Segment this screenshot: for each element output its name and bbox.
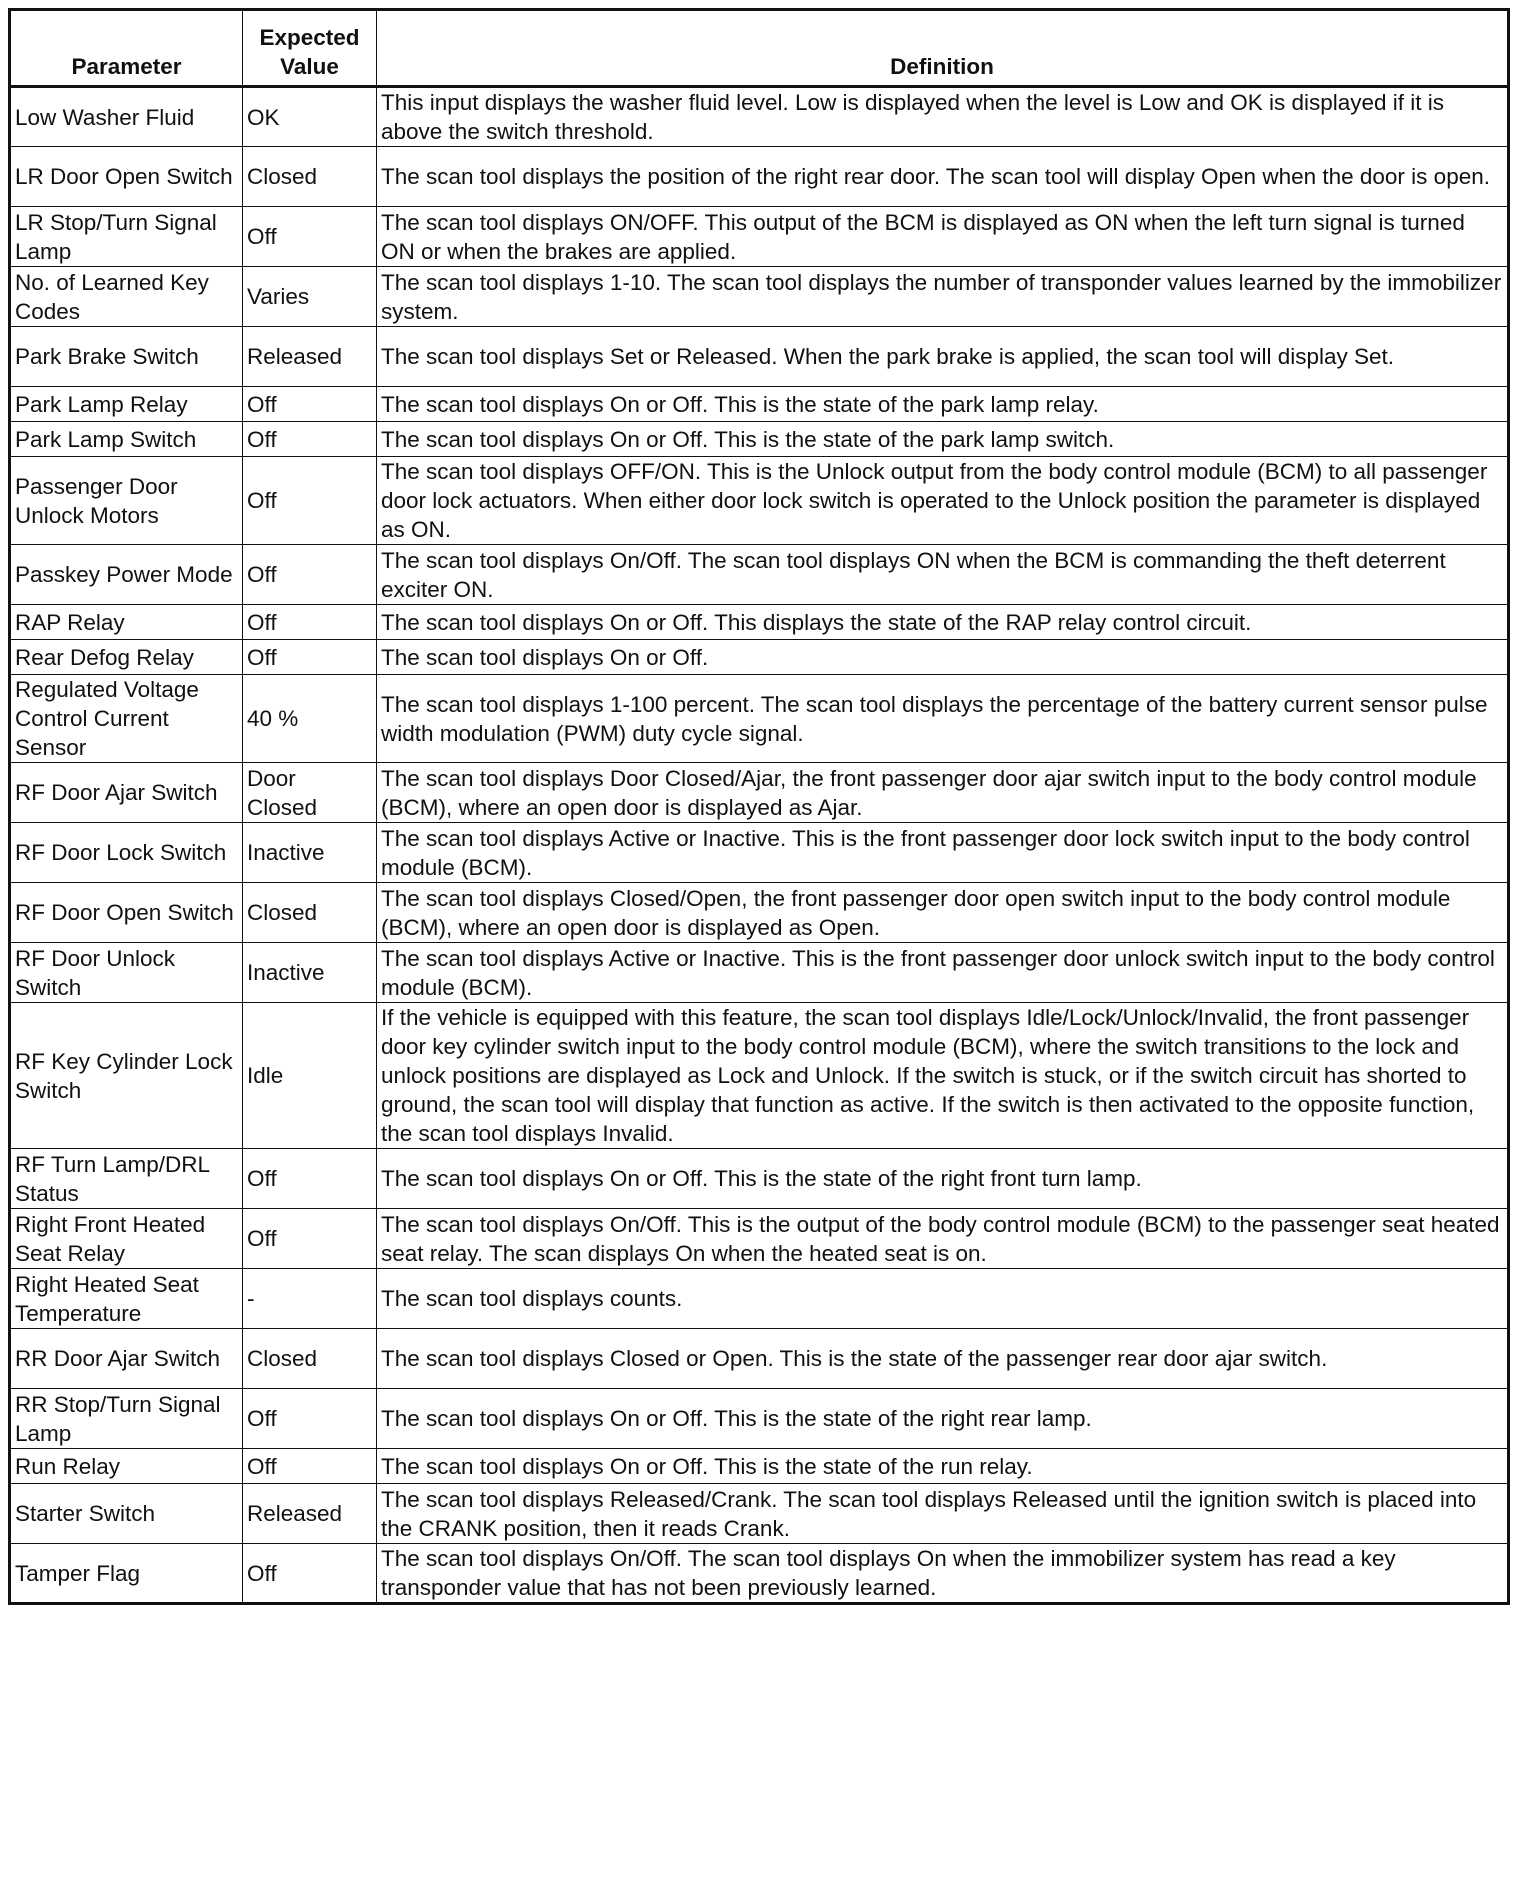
parameter-cell: RF Key Cylinder Lock Switch: [10, 1003, 243, 1149]
table-row: [10, 823, 1509, 883]
definition-cell: The scan tool displays Closed or Open. This is the state of the passenger rear door ajar switch.: [377, 1329, 1509, 1389]
header-parameter: Parameter: [10, 10, 243, 87]
expected-value-cell: Off: [243, 605, 377, 640]
expected-value-cell: Closed: [243, 147, 377, 207]
definition-cell: The scan tool displays On or Off. This displays the state of the RAP relay control circuit.: [377, 605, 1509, 640]
parameter-cell: Park Lamp Relay: [10, 387, 243, 422]
table-row: [10, 675, 1509, 763]
expected-value-cell: Off: [243, 422, 377, 457]
definition-cell: The scan tool displays On or Off. This is the state of the right rear lamp.: [377, 1389, 1509, 1449]
expected-value-cell: Varies: [243, 267, 377, 327]
definition-cell: The scan tool displays On/Off. The scan tool displays On when the immobilizer system has read a key transponder value that has not been previously learned.: [377, 1544, 1509, 1604]
definition-cell: The scan tool displays 1-100 percent. The scan tool displays the percentage of the battery current sensor pulse width modulation (PWM) duty cycle signal.: [377, 675, 1509, 763]
table-body: [10, 87, 1509, 1604]
expected-value-cell: OK: [243, 87, 377, 147]
definition-cell: The scan tool displays On or Off. This is the state of the park lamp relay.: [377, 387, 1509, 422]
table-row: [10, 943, 1509, 1003]
parameter-cell: Low Washer Fluid: [10, 87, 243, 147]
parameter-cell: RR Stop/Turn Signal Lamp: [10, 1389, 243, 1449]
parameter-cell: No. of Learned Key Codes: [10, 267, 243, 327]
parameter-cell: Passkey Power Mode: [10, 545, 243, 605]
definition-cell: The scan tool displays On or Off.: [377, 640, 1509, 675]
parameter-table: [8, 8, 1510, 1605]
expected-value-cell: Off: [243, 1209, 377, 1269]
definition-cell: The scan tool displays ON/OFF. This output of the BCM is displayed as ON when the left turn signal is turned ON or when the brakes are applied.: [377, 207, 1509, 267]
table-row: [10, 457, 1509, 545]
expected-value-cell: Released: [243, 327, 377, 387]
definition-cell: The scan tool displays On/Off. The scan tool displays ON when the BCM is commanding the theft deterrent exciter ON.: [377, 545, 1509, 605]
parameter-cell: Rear Defog Relay: [10, 640, 243, 675]
definition-cell: The scan tool displays counts.: [377, 1269, 1509, 1329]
table-row: [10, 883, 1509, 943]
definition-cell: If the vehicle is equipped with this feature, the scan tool displays Idle/Lock/Unlock/Invalid, the front passenger door key cylinder switch input to the body control module (BCM), where the switch transitions to the lock and unlock positions are displayed as Lock and Unlock. If the switch is stuck, or if the switch circuit has shorted to ground, the scan tool will display that function as active. If the switch is then activated to the opposite function, the scan tool displays Invalid.: [377, 1003, 1509, 1149]
definition-cell: The scan tool displays On or Off. This is the state of the right front turn lamp.: [377, 1149, 1509, 1209]
table-row: [10, 545, 1509, 605]
table-row: [10, 422, 1509, 457]
table-row: [10, 147, 1509, 207]
definition-cell: The scan tool displays 1-10. The scan tool displays the number of transponder values learned by the immobilizer system.: [377, 267, 1509, 327]
parameter-cell: Passenger Door Unlock Motors: [10, 457, 243, 545]
parameter-cell: Run Relay: [10, 1449, 243, 1484]
table-row: [10, 87, 1509, 147]
definition-cell: The scan tool displays On/Off. This is the output of the body control module (BCM) to the passenger seat heated seat relay. The scan displays On when the heated seat is on.: [377, 1209, 1509, 1269]
table-row: [10, 1329, 1509, 1389]
expected-value-cell: Closed: [243, 1329, 377, 1389]
header-row: [10, 10, 1509, 87]
expected-value-cell: Off: [243, 457, 377, 545]
parameter-cell: RF Door Unlock Switch: [10, 943, 243, 1003]
parameter-cell: Right Heated Seat Temperature: [10, 1269, 243, 1329]
table-row: [10, 605, 1509, 640]
parameter-cell: Regulated Voltage Control Current Sensor: [10, 675, 243, 763]
expected-value-cell: Off: [243, 545, 377, 605]
expected-value-cell: Idle: [243, 1003, 377, 1149]
table-row: [10, 763, 1509, 823]
definition-cell: The scan tool displays Closed/Open, the front passenger door open switch input to the body control module (BCM), where an open door is displayed as Open.: [377, 883, 1509, 943]
parameter-cell: RAP Relay: [10, 605, 243, 640]
table-row: [10, 327, 1509, 387]
table-row: [10, 1449, 1509, 1484]
expected-value-cell: Off: [243, 640, 377, 675]
parameter-cell: RF Door Lock Switch: [10, 823, 243, 883]
expected-value-cell: Door Closed: [243, 763, 377, 823]
parameter-cell: LR Door Open Switch: [10, 147, 243, 207]
expected-value-cell: 40 %: [243, 675, 377, 763]
parameter-cell: Park Lamp Switch: [10, 422, 243, 457]
expected-value-cell: Off: [243, 1149, 377, 1209]
expected-value-cell: Off: [243, 1449, 377, 1484]
expected-value-cell: Off: [243, 207, 377, 267]
definition-cell: The scan tool displays the position of the right rear door. The scan tool will display Open when the door is open.: [377, 147, 1509, 207]
table-row: [10, 1544, 1509, 1604]
definition-cell: This input displays the washer fluid level. Low is displayed when the level is Low and OK is displayed if it is above the switch threshold.: [377, 87, 1509, 147]
parameter-cell: Park Brake Switch: [10, 327, 243, 387]
parameter-cell: Starter Switch: [10, 1484, 243, 1544]
table-row: [10, 1484, 1509, 1544]
table-row: [10, 267, 1509, 327]
definition-cell: The scan tool displays Released/Crank. The scan tool displays Released until the ignition switch is placed into the CRANK position, then it reads Crank.: [377, 1484, 1509, 1544]
expected-value-cell: -: [243, 1269, 377, 1329]
header-definition: Definition: [377, 10, 1509, 87]
expected-value-cell: Off: [243, 387, 377, 422]
definition-cell: The scan tool displays On or Off. This is the state of the run relay.: [377, 1449, 1509, 1484]
definition-cell: The scan tool displays Active or Inactive. This is the front passenger door lock switch input to the body control module (BCM).: [377, 823, 1509, 883]
table-row: [10, 1269, 1509, 1329]
table-row: [10, 1149, 1509, 1209]
expected-value-cell: Released: [243, 1484, 377, 1544]
header-expected-value: Expected Value: [243, 10, 377, 87]
expected-value-cell: Off: [243, 1544, 377, 1604]
definition-cell: The scan tool displays Active or Inactive. This is the front passenger door unlock switch input to the body control module (BCM).: [377, 943, 1509, 1003]
parameter-cell: RF Door Open Switch: [10, 883, 243, 943]
parameter-cell: RF Turn Lamp/DRL Status: [10, 1149, 243, 1209]
definition-cell: The scan tool displays On or Off. This is the state of the park lamp switch.: [377, 422, 1509, 457]
parameter-cell: RR Door Ajar Switch: [10, 1329, 243, 1389]
expected-value-cell: Inactive: [243, 823, 377, 883]
expected-value-cell: Closed: [243, 883, 377, 943]
definition-cell: The scan tool displays OFF/ON. This is the Unlock output from the body control module (BCM) to all passenger door lock actuators. When either door lock switch is operated to the Unlock position the parameter is displayed as ON.: [377, 457, 1509, 545]
parameter-cell: Tamper Flag: [10, 1544, 243, 1604]
table-row: [10, 1209, 1509, 1269]
parameter-cell: LR Stop/Turn Signal Lamp: [10, 207, 243, 267]
definition-cell: The scan tool displays Door Closed/Ajar, the front passenger door ajar switch input to the body control module (BCM), where an open door is displayed as Ajar.: [377, 763, 1509, 823]
table-row: [10, 387, 1509, 422]
table-row: [10, 640, 1509, 675]
table-row: [10, 1003, 1509, 1149]
expected-value-cell: Off: [243, 1389, 377, 1449]
definition-cell: The scan tool displays Set or Released. When the park brake is applied, the scan tool will display Set.: [377, 327, 1509, 387]
table-row: [10, 1389, 1509, 1449]
parameter-cell: Right Front Heated Seat Relay: [10, 1209, 243, 1269]
expected-value-cell: Inactive: [243, 943, 377, 1003]
parameter-cell: RF Door Ajar Switch: [10, 763, 243, 823]
table-row: [10, 207, 1509, 267]
